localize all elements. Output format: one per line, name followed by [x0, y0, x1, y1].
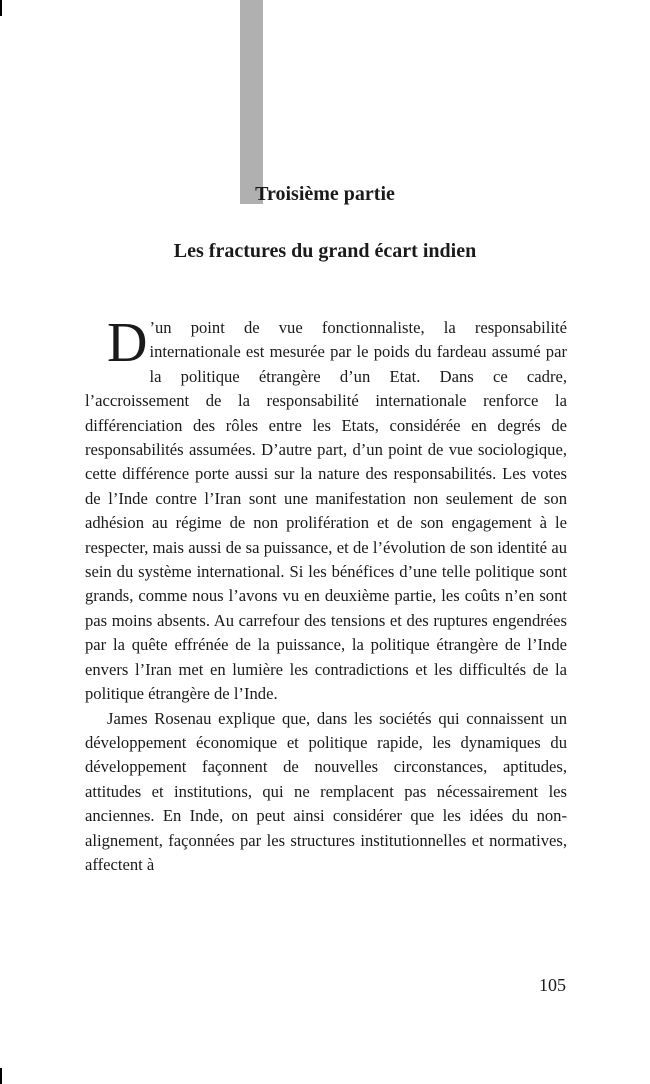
paragraph-1-text: ’un point de vue fonctionnaliste, la responsabilité internationale est mesurée par le poids du fardeau assumé par la politique étrangère d’un Etat. Dans ce cadre, l’accroissement de la responsabilité internationale renforce la différenciation des rôles entre les Etats, considérée en degrés de responsabilités assumées. D’autre part, d’un point de vue sociologique, cette différence porte aussi sur la nature des responsabilités. Les votes de l’Inde contre l’Iran sont une manifestation non seulement de son adhésion au régime de non prolifération et de son engagement à le respecter, mais aussi de sa puissance, et de l’évolution de son identité au sein du système international. Si les bénéfices d’une telle politique sont grands, comme nous l’avons vu en deuxième partie, les coûts n’en sont pas moins absents. Au carrefour des tensions et des ruptures engendrées par la quête effrénée de la puissance, la politique étrangère de l’Inde envers l’Iran met en lumière les contradictions et les difficultés de la politique étrangère de l’Inde. [85, 318, 567, 704]
chapter-title: Les fractures du grand écart indien [173, 240, 477, 262]
crop-mark-top [0, 0, 2, 16]
paragraph-2: James Rosenau explique que, dans les sociétés qui connaissent un développement économique et politique rapide, les dynamiques du développement façonnent de nouvelles circonstances, aptitudes, attitudes et institutions, qui ne remplacent pas nécessairement les anciennes. En Inde, on peut ainsi considérer que les idées du non-alignement, façonnées par les structures institutionnelles et normatives, affectent à [85, 708, 567, 874]
body-text [85, 312, 567, 877]
crop-mark-bottom [0, 1068, 2, 1084]
part-marker-bar [240, 0, 263, 204]
paragraph-1 [85, 312, 567, 707]
part-title: Troisième partie [255, 183, 395, 205]
drop-cap: D [107, 312, 148, 374]
page-number: 105 [539, 975, 566, 995]
